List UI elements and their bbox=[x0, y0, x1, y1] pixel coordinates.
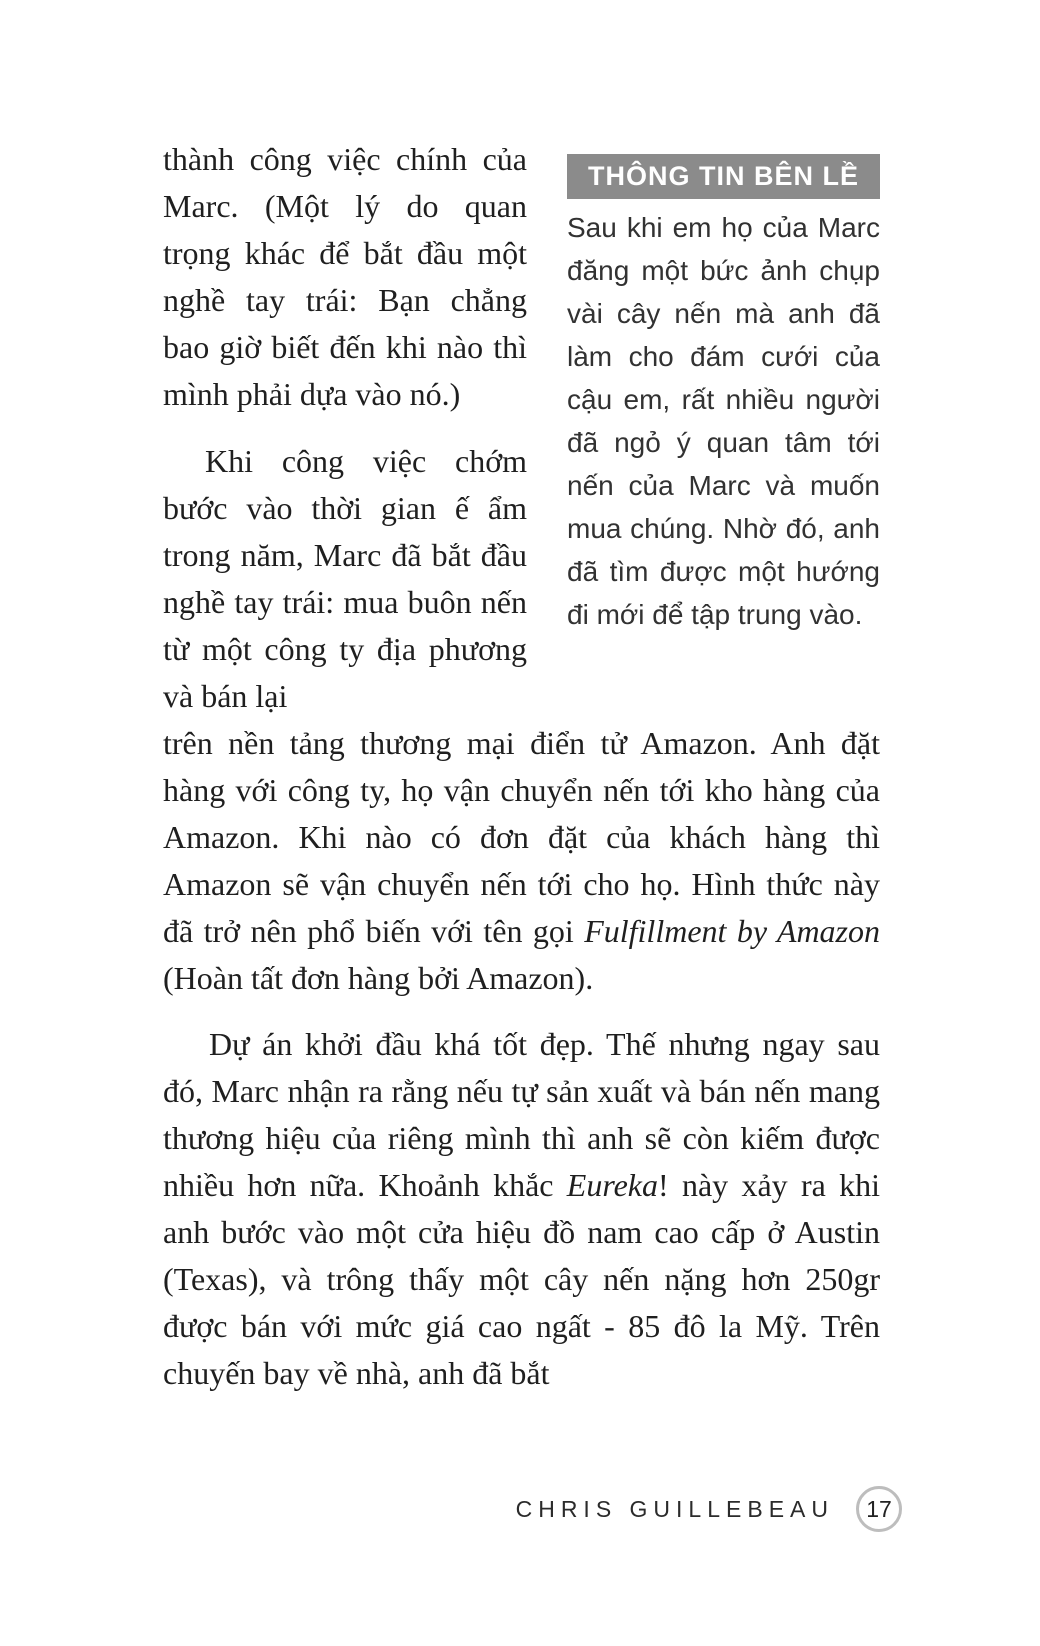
author-name: CHRIS GUILLEBEAU bbox=[515, 1495, 834, 1522]
paragraph-eureka bbox=[163, 1021, 880, 1397]
body-text-column bbox=[163, 136, 527, 720]
page-number: 17 bbox=[866, 1495, 892, 1522]
sidebar-box bbox=[567, 136, 880, 636]
text-segment-italic: Fulfillment by Amazon bbox=[584, 913, 880, 949]
text-segment: ! này xảy ra khi anh bước vào một cửa hiệu đồ nam cao cấp ở Austin (Texas), và trông thấy một cây nến nặng hơn 250gr được bán với mức giá cao ngất - 85 đô la Mỹ. Trên chuyến bay về nhà, anh đã bắt bbox=[163, 1167, 881, 1391]
text-segment: (Hoàn tất đơn hàng bởi Amazon). bbox=[163, 960, 594, 996]
two-column-section bbox=[163, 136, 880, 720]
paragraph-continuation-top: thành công việc chính của Marc. (Một lý do quan trọng khác để bắt đầu một nghề tay trái: Bạn chẳng bao giờ biết đến khi nào thì mình phải dựa vào nó.) bbox=[163, 141, 527, 412]
paragraph-amazon bbox=[163, 720, 880, 1002]
page-number-badge bbox=[856, 1486, 902, 1532]
page-footer bbox=[516, 1486, 902, 1532]
full-width-section bbox=[163, 720, 880, 1397]
page-content bbox=[163, 136, 880, 1397]
text-segment: Dự án khởi đầu khá tốt đẹp. Thế nhưng ngay sau đó, Marc nhận ra rằng nếu tự sản xuất và bán nến mang thương hiệu của riêng mình thì anh sẽ còn kiếm được nhiều hơn nữa. Khoảnh khắc bbox=[163, 1026, 880, 1203]
text-segment: trên nền tảng thương mại điển tử Amazon. Anh đặt hàng với công ty, họ vận chuyển nến tới kho hàng của Amazon. Khi nào có đơn đặt của khách hàng thì Amazon sẽ vận chuyển nến tới cho họ. Hình thức này đã trở nên phổ biến với tên gọi bbox=[163, 725, 880, 949]
paragraph-side-hustle: Khi công việc chớm bước vào thời gian ế ẩm trong năm, Marc đã bắt đầu nghề tay trái: mua buôn nến từ một công ty địa phương và bán lại bbox=[163, 443, 527, 714]
sidebar-title: THÔNG TIN BÊN LỀ bbox=[567, 154, 880, 199]
text-segment-italic: Eureka bbox=[566, 1167, 658, 1203]
sidebar-text: Sau khi em họ của Marc đăng một bức ảnh chụp vài cây nến mà anh đã làm cho đám cưới của cậu em, rất nhiều người đã ngỏ ý quan tâm tới nến của Marc và muốn mua chúng. Nhờ đó, anh đã tìm được một hướng đi mới để tập trung vào. bbox=[567, 212, 880, 630]
